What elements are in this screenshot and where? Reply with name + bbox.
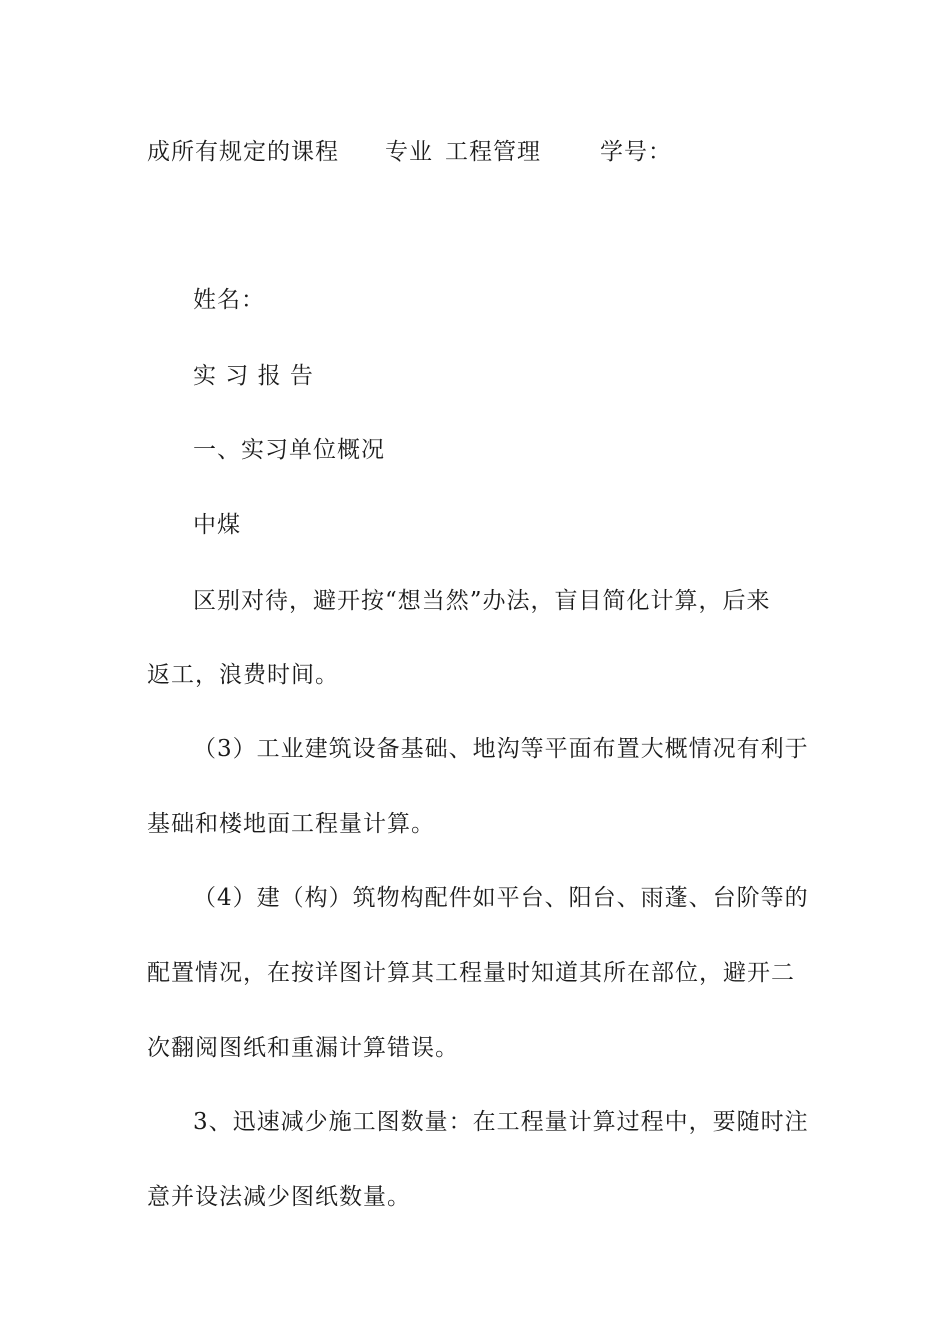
paragraph-4-line-1: 3、迅速减少施工图数量：在工程量计算过程中，要随时注	[193, 1109, 809, 1135]
major-value: 工程管理	[445, 139, 541, 165]
paragraph-3-line-2: 配置情况，在按详图计算其工程量时知道其所在部位，避开二	[147, 960, 795, 986]
section1-heading: 一、实习单位概况	[193, 437, 385, 463]
paragraph-3-line-3: 次翻阅图纸和重漏计算错误。	[147, 1035, 459, 1061]
name-label: 姓名：	[193, 287, 265, 313]
student-id-label: 学号：	[600, 139, 672, 165]
company-name: 中煤	[193, 512, 241, 538]
report-title: 实 习 报 告	[193, 363, 314, 389]
paragraph-3-line-1: （4）建（构）筑物构配件如平台、阳台、雨蓬、台阶等的	[193, 885, 809, 911]
paragraph-2-line-1: （3）工业建筑设备基础、地沟等平面布置大概情况有利于	[193, 736, 809, 762]
paragraph-2-line-2: 基础和楼地面工程量计算。	[147, 811, 435, 837]
major-label: 专业	[385, 139, 433, 165]
header-row	[147, 137, 847, 167]
paragraph-1-line-1: 区别对待，避开按“想当然”办法，盲目简化计算，后来	[193, 588, 771, 614]
paragraph-1-line-2: 返工，浪费时间。	[147, 662, 339, 688]
courses-text: 成所有规定的课程	[147, 139, 339, 165]
paragraph-4-line-2: 意并设法减少图纸数量。	[147, 1184, 411, 1210]
